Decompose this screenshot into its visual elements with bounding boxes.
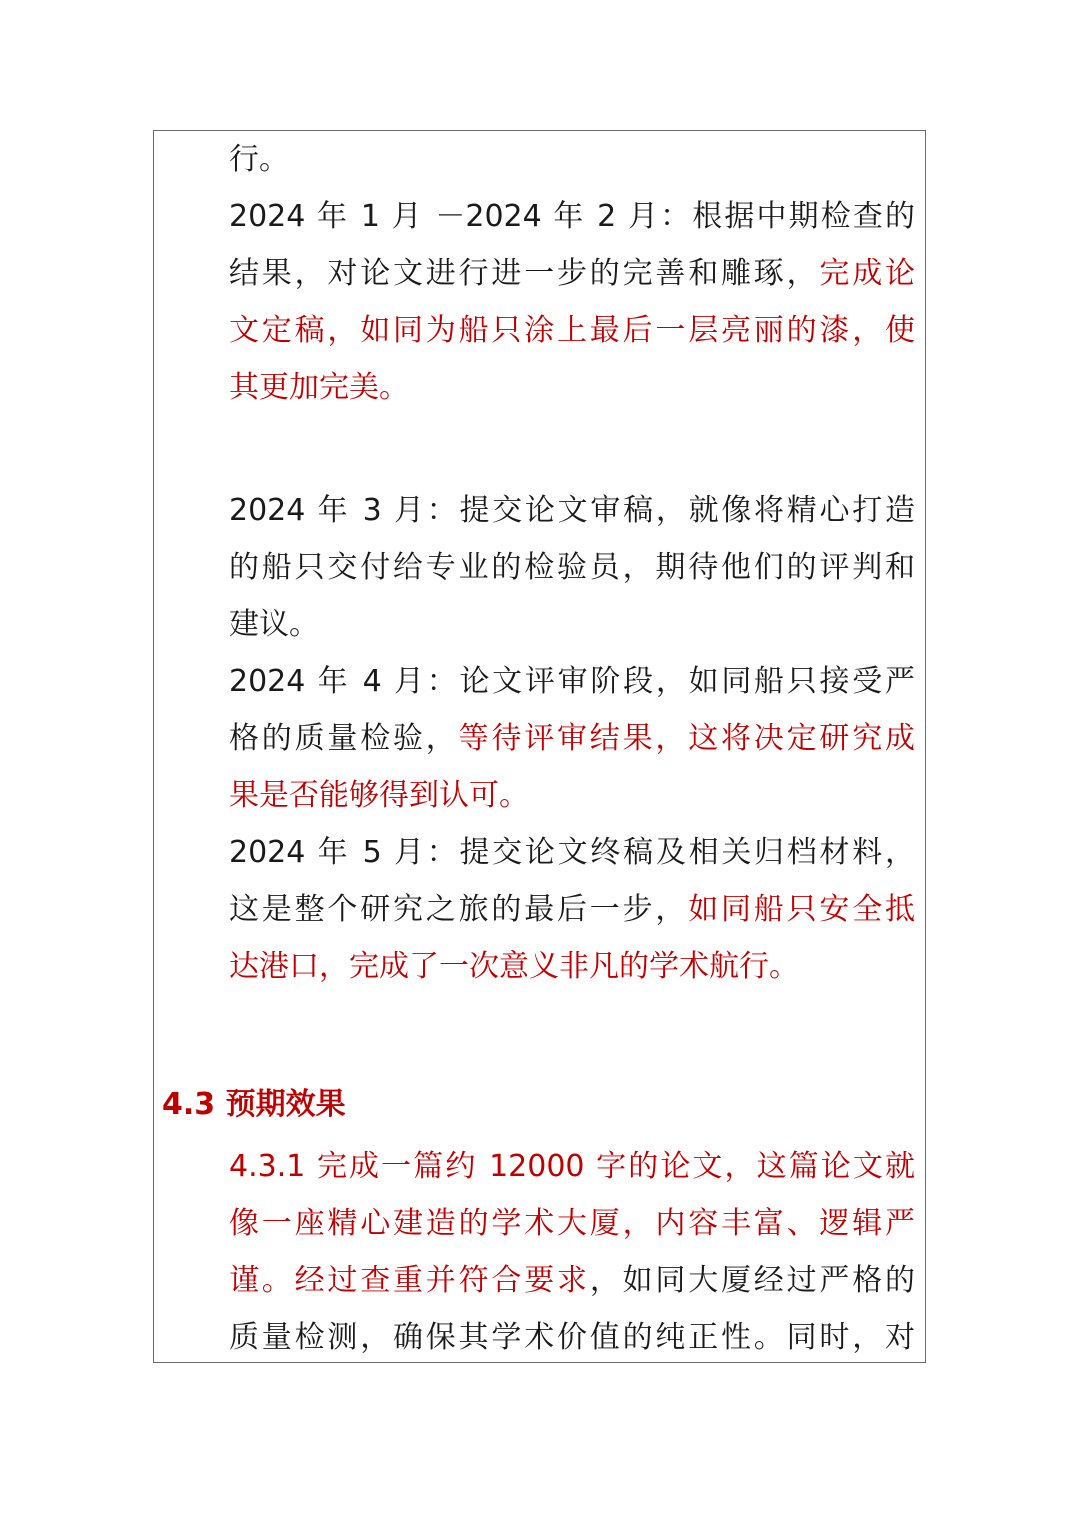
text-line [229,890,915,930]
section-heading: 4.3 预期效果 [162,1087,346,1122]
highlighted-text: 4.3.1 完成一篇约 12000 字的论文，这篇论文就 [229,1149,915,1184]
highlighted-text: 文定稿，如同为船只涂上最后一层亮丽的漆，使 [229,313,915,348]
highlighted-text: 达港口，完成了一次意义非凡的学术航行。 [229,949,799,984]
text-span: 这是整个研究之旅的最后一步， [229,892,689,927]
text-line [229,719,915,759]
text-line [229,833,915,873]
highlighted-line [229,1147,915,1187]
highlighted-line [229,311,915,351]
highlighted-line [229,1204,915,1244]
highlighted-text: 果是否能够得到认可。 [229,778,529,813]
highlighted-line [229,776,529,816]
text-span: 行。 [229,142,289,177]
text-span: 格的质量检验， [229,721,459,756]
text-span: 2024 年 4 月：论文评审阶段，如同船只接受严 [229,664,915,699]
highlighted-text: 像一座精心建造的学术大厦，内容丰富、逻辑严 [229,1206,915,1241]
highlighted-line [229,947,799,987]
highlighted-line [229,368,409,408]
text-span: 结果，对论文进行进一步的完善和雕琢， [229,256,820,291]
text-line [229,197,915,237]
text-line [229,605,319,645]
text-line [229,1261,915,1301]
text-line [229,1318,915,1358]
text-span: 质量检测，确保其学术价值的纯正性。同时，对 [229,1320,915,1355]
text-line [229,254,915,294]
text-span: 2024 年 5 月：提交论文终稿及相关归档材料， [229,835,915,870]
text-span: 2024 年 1 月 －2024 年 2 月：根据中期检查的 [229,199,915,234]
highlighted-text: 完成论 [819,256,916,291]
text-line [229,491,915,531]
text-span: 建议。 [229,607,319,642]
text-span: 的船只交付给专业的检验员，期待他们的评判和 [229,550,915,585]
highlighted-text: 谨。经过查重并符合要求 [229,1263,590,1298]
text-span: ，如同大厦经过严格的 [589,1263,916,1298]
text-line [229,548,915,588]
text-line [229,662,915,702]
highlighted-text: 如同船只安全抵 [688,892,916,927]
text-span: 2024 年 3 月：提交论文审稿，就像将精心打造 [229,493,915,528]
text-line [229,140,289,180]
highlighted-text: 其更加完美。 [229,370,409,405]
highlighted-text: 等待评审结果，这将决定研究成 [458,721,916,756]
